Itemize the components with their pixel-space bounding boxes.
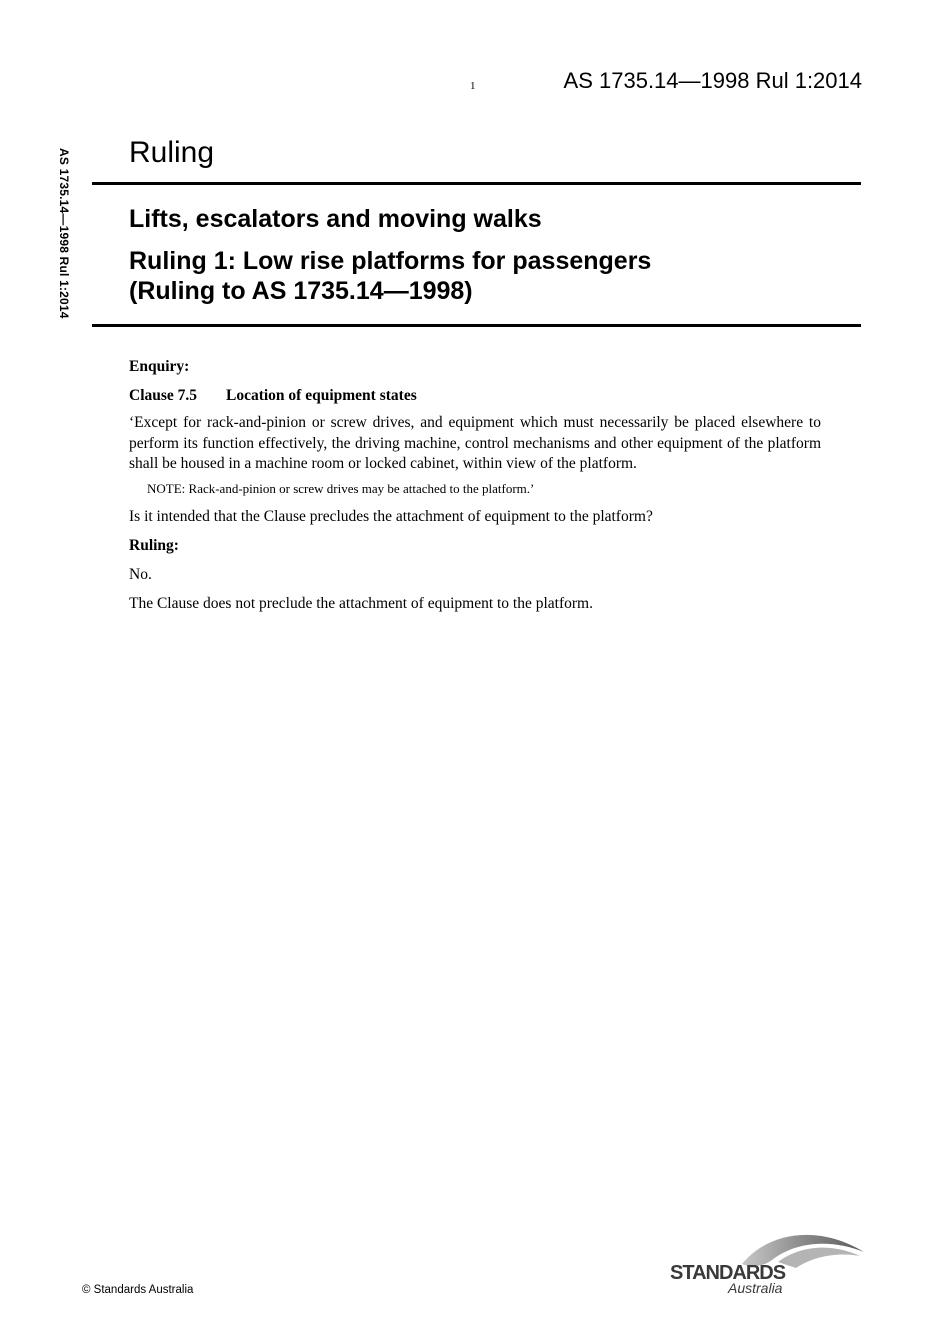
- title-line-2: Ruling 1: Low rise platforms for passengers: [129, 247, 652, 275]
- bottom-divider: [92, 324, 861, 327]
- clause-quote: ‘Except for rack-and-pinion or screw drives, and equipment which must necessarily be placed elsewhere to perform its function effectively, the driving machine, control mechanisms and other equipment of the platform shall be housed in a machine room or locked cabinet, within view of the platform.: [129, 414, 821, 472]
- enquiry-label: Enquiry:: [129, 358, 190, 375]
- clause-number: Clause 7.5: [129, 387, 198, 404]
- title-line-1: Lifts, escalators and moving walks: [129, 205, 542, 233]
- ruling-label: Ruling:: [129, 536, 179, 554]
- section-label: Ruling: [129, 136, 215, 169]
- logo-brand-text: STANDARDS: [670, 1262, 786, 1284]
- copyright-notice: © Standards Australia: [82, 1284, 194, 1296]
- top-divider: [92, 182, 861, 185]
- clause-note: NOTE: Rack-and-pinion or screw drives may be attached to the platform.’: [147, 480, 535, 496]
- page-number: 1: [470, 80, 476, 92]
- enquiry-question: Is it intended that the Clause precludes the attachment of equipment to the platform?: [129, 507, 653, 525]
- title-block: [129, 202, 849, 306]
- ruling-answer: No.: [129, 565, 152, 583]
- title-line-3: (Ruling to AS 1735.14—1998): [129, 277, 473, 305]
- clause-title: Location of equipment states: [226, 387, 417, 404]
- ruling-body: [129, 358, 821, 613]
- clause-heading: [129, 387, 821, 405]
- side-document-id: AS 1735.14—1998 Rul 1:2014: [57, 148, 71, 319]
- standards-australia-logo: [668, 1226, 868, 1298]
- logo-sub-text: Australia: [728, 1280, 783, 1296]
- document-id: AS 1735.14—1998 Rul 1:2014: [563, 68, 862, 93]
- ruling-explanation: The Clause does not preclude the attachment of equipment to the platform.: [129, 594, 593, 612]
